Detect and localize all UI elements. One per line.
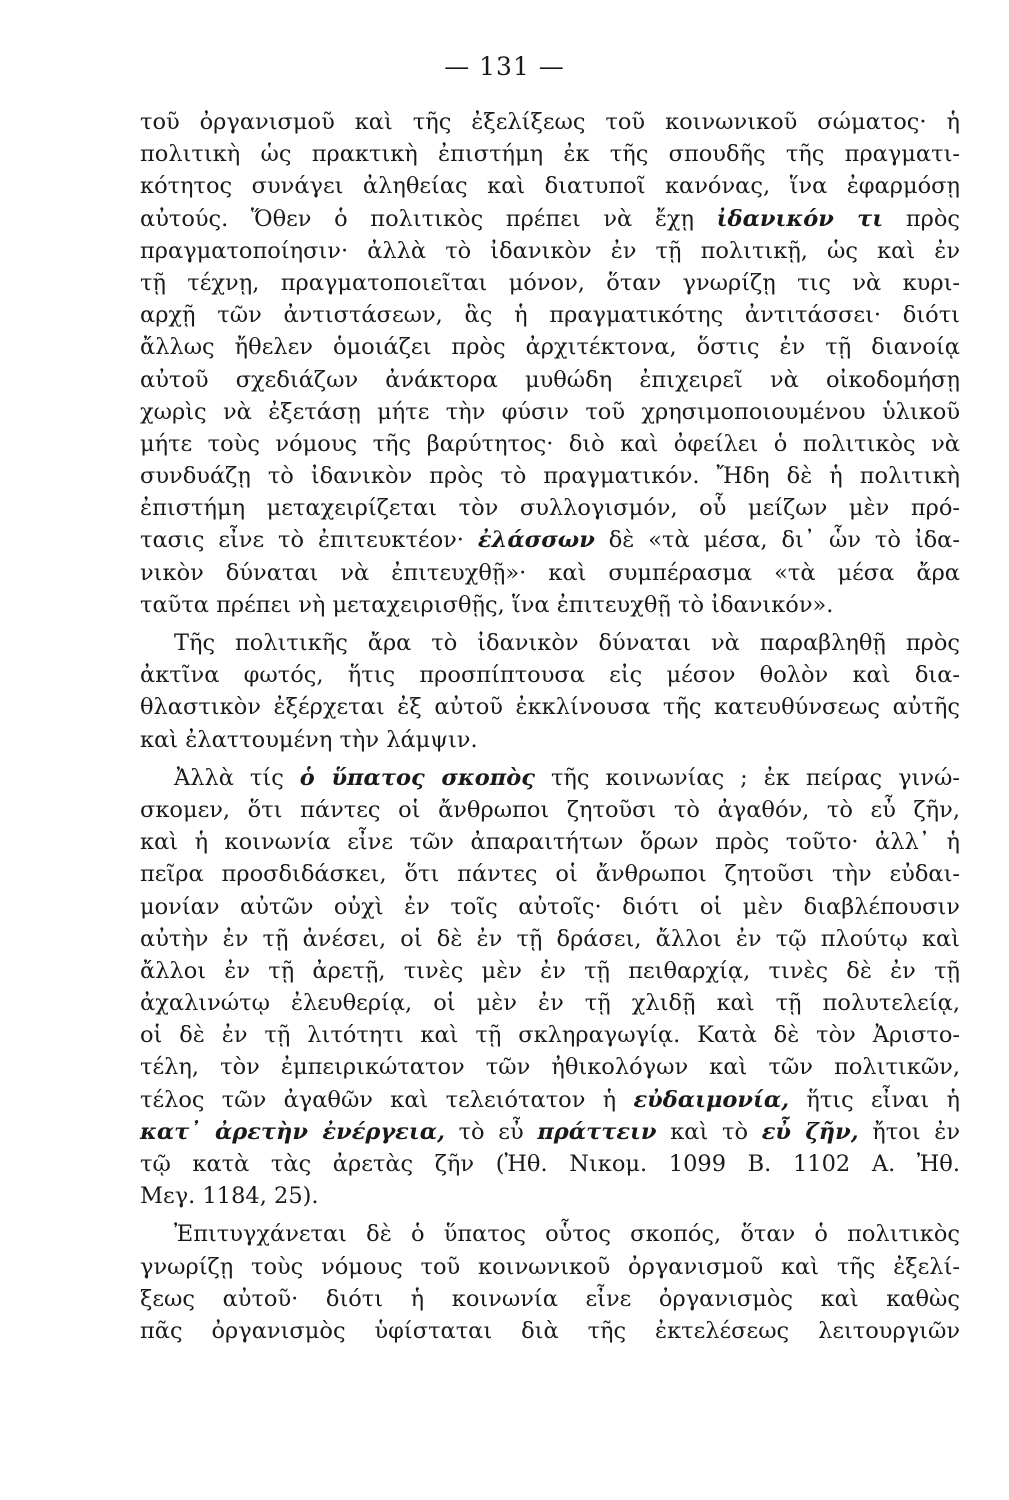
text-run: καὶ τὸ bbox=[656, 1118, 762, 1145]
emphasized-text: εὐδαιμονία, bbox=[633, 1086, 790, 1113]
text-line bbox=[140, 138, 960, 170]
text-run: πραγματοποίησιν· ἀλλὰ τὸ ἰδανικὸν ἐν τῇ πολιτικῇ, ὡς καὶ ἐν bbox=[140, 237, 960, 264]
text-line bbox=[140, 691, 960, 723]
text-line bbox=[140, 106, 960, 138]
text-line bbox=[140, 267, 960, 299]
body-text bbox=[140, 106, 960, 1347]
text-run: τῇ τέχνῃ, πραγματοποιεῖται μόνον, ὅταν γνωρίζῃ τις νὰ κυρι- bbox=[140, 269, 960, 296]
text-run: χωρὶς νὰ ἐξετάσῃ μήτε τὴν φύσιν τοῦ χρησιμοποιουμένου ὑλικοῦ bbox=[140, 398, 960, 425]
text-run: ξεως αὐτοῦ· διότι ἡ κοινωνία εἶνε ὀργανισμὸς καὶ καθὼς bbox=[140, 1285, 960, 1312]
text-line bbox=[140, 1315, 960, 1347]
text-run: ἥτις εἶναι ἡ bbox=[789, 1086, 960, 1113]
text-run: τέλη, τὸν ἐμπειρικώτατον τῶν ἠθικολόγων καὶ τῶν πολιτικῶν, bbox=[140, 1054, 960, 1081]
text-run: ἄλλως ἤθελεν ὁμοιάζει πρὸς ἀρχιτέκτονα, ὅστις ἐν τῇ διανοίᾳ bbox=[140, 334, 960, 361]
text-line bbox=[140, 428, 960, 460]
text-line bbox=[140, 396, 960, 428]
text-run: αρχῇ τῶν ἀντιστάσεων, ἃς ἡ πραγματικότης ἀντιτάσσει· διότι bbox=[140, 302, 960, 329]
text-run: νικὸν δύναται νὰ ἐπιτευχθῇ»· καὶ συμπέρασμα «τὰ μέσα ἄρα bbox=[140, 559, 960, 586]
text-line bbox=[140, 987, 960, 1019]
text-run: τὸ εὖ bbox=[444, 1118, 538, 1145]
text-run: ἄλλοι ἐν τῇ ἀρετῇ, τινὲς μὲν ἐν τῇ πειθαρχίᾳ, τινὲς δὲ ἐν τῇ bbox=[140, 957, 960, 984]
text-line bbox=[140, 724, 960, 756]
text-run: πρὸς bbox=[883, 205, 960, 232]
text-run: καὶ ἐλαττουμένη τὴν λάμψιν. bbox=[140, 726, 478, 753]
text-line bbox=[140, 794, 960, 826]
text-run: ταῦτα πρέπει νὴ μεταχειρισθῇς, ἵνα ἐπιτευχθῇ τὸ ἰδανικόν». bbox=[140, 591, 834, 618]
text-run: Ἀλλὰ τίς bbox=[174, 764, 300, 791]
paragraph bbox=[140, 627, 960, 756]
text-line bbox=[140, 1148, 960, 1180]
text-run: ἐπιστήμη μεταχειρίζεται τὸν συλλογισμόν, οὗ μείζων μὲν πρό- bbox=[140, 495, 960, 522]
text-line bbox=[140, 762, 960, 794]
text-line bbox=[140, 955, 960, 987]
emphasized-text: ἰδανικόν τι bbox=[716, 205, 884, 232]
text-line bbox=[140, 1180, 960, 1212]
text-run: θλαστικὸν ἐξέρχεται ἐξ αὐτοῦ ἐκκλίνουσα τῆς κατευθύνσεως αὐτῆς bbox=[140, 694, 960, 721]
text-run: ἤτοι ἐν bbox=[858, 1118, 960, 1145]
text-line bbox=[140, 1051, 960, 1083]
text-run: ἀκτῖνα φωτός, ἥτις προσπίπτουσα εἰς μέσον θολὸν καὶ δια- bbox=[140, 662, 960, 689]
text-run: συνδυάζῃ τὸ ἰδανικὸν πρὸς τὸ πραγματικόν. Ἤδη δὲ ἡ πολιτικὴ bbox=[140, 463, 960, 490]
text-line bbox=[140, 858, 960, 890]
text-line bbox=[140, 492, 960, 524]
text-run: πᾶς ὀργανισμὸς ὑφίσταται διὰ τῆς ἐκτελέσεως λειτουργιῶν bbox=[140, 1317, 960, 1344]
text-run: πολιτικὴ ὡς πρακτικὴ ἐπιστήμη ἐκ τῆς σπουδῆς τῆς πραγματι- bbox=[140, 141, 960, 168]
text-line bbox=[140, 170, 960, 202]
paragraph bbox=[140, 106, 960, 621]
paragraph bbox=[140, 762, 960, 1213]
text-line bbox=[140, 1251, 960, 1283]
text-run: πεῖρα προσδιδάσκει, ὅτι πάντες οἱ ἄνθρωποι ζητοῦσι τὴν εὐδαι- bbox=[140, 861, 960, 888]
text-run: Ἐπιτυγχάνεται δὲ ὁ ὕπατος οὗτος σκοπός, ὅταν ὁ πολιτικὸς bbox=[174, 1221, 960, 1248]
text-run: τασις εἶνε τὸ ἐπιτευκτέον· bbox=[140, 527, 478, 554]
text-run: μήτε τοὺς νόμους τῆς βαρύτητος· διὸ καὶ ὀφείλει ὁ πολιτικὸς νὰ bbox=[140, 430, 960, 457]
text-run: τῆς κοινωνίας ; ἐκ πείρας γινώ- bbox=[534, 764, 960, 791]
emphasized-text: ὁ ὕπατος σκοπὸς bbox=[299, 764, 535, 791]
paragraph bbox=[140, 1218, 960, 1347]
text-run: κότητος συνάγει ἀληθείας καὶ διατυποῖ κανόνας, ἵνα ἐφαρμόσῃ bbox=[140, 173, 960, 200]
text-line bbox=[140, 364, 960, 396]
text-line bbox=[140, 299, 960, 331]
text-line bbox=[140, 203, 960, 235]
text-line bbox=[140, 1084, 960, 1116]
text-run: αὐτούς. Ὅθεν ὁ πολιτικὸς πρέπει νὰ ἔχῃ bbox=[140, 205, 717, 232]
text-run: ἀχαλινώτῳ ἐλευθερίᾳ, οἱ μὲν ἐν τῇ χλιδῇ καὶ τῇ πολυτελείᾳ, bbox=[140, 990, 960, 1017]
emphasized-text: ἐλάσσων bbox=[477, 527, 595, 554]
page-number: — 131 — bbox=[444, 52, 565, 81]
text-run: καὶ ἡ κοινωνία εἶνε τῶν ἀπαραιτήτων ὅρων πρὸς τοῦτο· ἀλλ᾽ ἡ bbox=[140, 829, 960, 856]
text-line bbox=[140, 524, 960, 556]
text-line bbox=[140, 331, 960, 363]
text-run: σκομεν, ὅτι πάντες οἱ ἄνθρωποι ζητοῦσι τὸ ἀγαθόν, τὸ εὖ ζῆν, bbox=[140, 796, 960, 823]
text-run: Τῆς πολιτικῆς ἄρα τὸ ἰδανικὸν δύναται νὰ παραβληθῇ πρὸς bbox=[174, 630, 960, 656]
text-run: τῷ κατὰ τὰς ἀρετὰς ζῆν (Ἠθ. Νικομ. 1099 Β. 1102 Α. Ἠθ. bbox=[140, 1151, 960, 1177]
text-run: τοῦ ὀργανισμοῦ καὶ τῆς ἐξελίξεως τοῦ κοινωνικοῦ σώματος· ἡ bbox=[140, 109, 960, 135]
text-run: τέλος τῶν ἀγαθῶν καὶ τελειότατον ἡ bbox=[140, 1086, 634, 1113]
text-line bbox=[140, 1019, 960, 1051]
text-line bbox=[140, 826, 960, 858]
text-line bbox=[140, 627, 960, 659]
text-line bbox=[140, 1283, 960, 1315]
text-line bbox=[140, 923, 960, 955]
emphasized-text: κατ᾽ ἀρετὴν ἐνέργεια, bbox=[140, 1118, 445, 1145]
text-line bbox=[140, 460, 960, 492]
text-run: αὐτὴν ἐν τῇ ἀνέσει, οἱ δὲ ἐν τῇ δράσει, ἄλλοι ἐν τῷ πλούτῳ καὶ bbox=[140, 925, 960, 952]
text-run: μονίαν αὐτῶν οὐχὶ ἐν τοῖς αὐτοῖς· διότι οἱ μὲν διαβλέπουσιν bbox=[140, 893, 960, 920]
text-line bbox=[140, 891, 960, 923]
text-line bbox=[140, 589, 960, 621]
text-line bbox=[140, 659, 960, 691]
text-run: αὐτοῦ σχεδιάζων ἀνάκτορα μυθώδη ἐπιχειρεῖ νὰ οἰκοδομήσῃ bbox=[140, 366, 960, 393]
text-line bbox=[140, 1218, 960, 1250]
text-run: Μεγ. 1184, 25). bbox=[140, 1183, 319, 1210]
text-line bbox=[140, 1116, 960, 1148]
text-line bbox=[140, 557, 960, 589]
text-run: οἱ δὲ ἐν τῇ λιτότητι καὶ τῇ σκληραγωγίᾳ. Κατὰ δὲ τὸν Ἀριστο- bbox=[140, 1022, 960, 1049]
text-run: γνωρίζῃ τοὺς νόμους τοῦ κοινωνικοῦ ὀργανισμοῦ καὶ τῆς ἐξελί- bbox=[140, 1253, 960, 1280]
text-run: δὲ «τὰ μέσα, δι᾽ ὧν τὸ ἰδα- bbox=[594, 527, 960, 554]
emphasized-text: εὖ ζῆν, bbox=[761, 1118, 859, 1145]
emphasized-text: πράττειν bbox=[537, 1118, 657, 1145]
text-line bbox=[140, 235, 960, 267]
